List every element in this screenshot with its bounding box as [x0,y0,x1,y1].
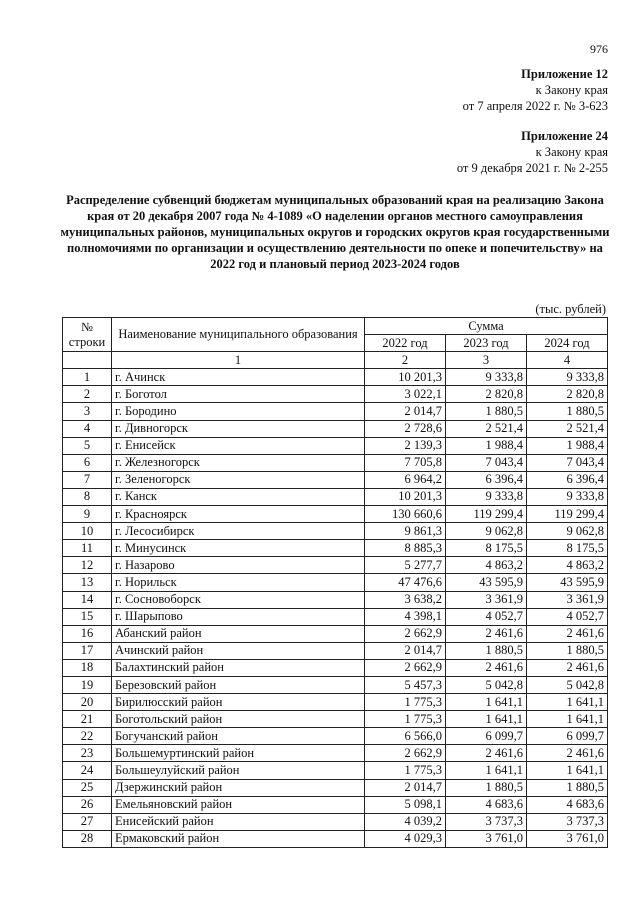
table-row [63,454,608,471]
value-2022-cell: 6 964,2 [365,471,446,488]
value-2023-cell: 8 175,5 [446,540,527,557]
municipality-name-cell: г. Канск [112,488,365,505]
row-number-cell: 17 [63,642,112,659]
index-cell-empty [63,352,112,369]
header-row-number: № строки [63,318,112,352]
row-number-cell: 24 [63,762,112,779]
value-2022-cell: 2 662,9 [365,625,446,642]
header-municipality-name: Наименование муниципального образования [112,318,365,352]
row-number-cell: 1 [63,369,112,386]
table-row [63,523,608,540]
value-2024-cell: 1 641,1 [527,762,608,779]
municipality-name-cell: г. Енисейск [112,437,365,454]
annex-current-line2: от 7 апреля 2022 г. № 3-623 [462,99,608,113]
municipality-name-cell: Большеулуйский район [112,762,365,779]
value-2024-cell: 9 333,8 [527,488,608,505]
municipality-name-cell: Енисейский район [112,813,365,830]
row-number-cell: 8 [63,488,112,505]
value-2022-cell: 9 861,3 [365,523,446,540]
value-2023-cell: 9 062,8 [446,523,527,540]
table-row [63,694,608,711]
value-2023-cell: 2 820,8 [446,386,527,403]
municipality-name-cell: г. Минусинск [112,540,365,557]
value-2022-cell: 3 638,2 [365,591,446,608]
value-2024-cell: 2 461,6 [527,745,608,762]
row-number-cell: 11 [63,540,112,557]
value-2022-cell: 5 098,1 [365,796,446,813]
value-2022-cell: 47 476,6 [365,574,446,591]
value-2023-cell: 2 461,6 [446,745,527,762]
value-2022-cell: 1 775,3 [365,694,446,711]
municipality-name-cell: Бирилюсский район [112,694,365,711]
row-number-cell: 14 [63,591,112,608]
value-2024-cell: 5 042,8 [527,676,608,693]
value-2024-cell: 4 052,7 [527,608,608,625]
annex-current [463,66,608,114]
table-row [63,830,608,847]
value-2023-cell: 4 683,6 [446,796,527,813]
annex-current-title: Приложение 12 [521,67,608,81]
value-2024-cell: 3 737,3 [527,813,608,830]
value-2023-cell: 1 880,5 [446,642,527,659]
table-row [63,574,608,591]
header-year-2022: 2022 год [365,335,446,352]
table-row [63,711,608,728]
value-2022-cell: 2 662,9 [365,745,446,762]
table-row [63,625,608,642]
value-2022-cell: 2 014,7 [365,403,446,420]
value-2023-cell: 3 761,0 [446,830,527,847]
municipality-name-cell: Дзержинский район [112,779,365,796]
row-number-cell: 7 [63,471,112,488]
value-2022-cell: 3 022,1 [365,386,446,403]
municipality-name-cell: Боготольский район [112,711,365,728]
index-cell: 1 [112,352,365,369]
row-number-cell: 23 [63,745,112,762]
row-number-cell: 20 [63,694,112,711]
municipality-name-cell: Ермаковский район [112,830,365,847]
value-2023-cell: 1 988,4 [446,437,527,454]
table-row [63,403,608,420]
table-row [63,437,608,454]
value-2022-cell: 4 039,2 [365,813,446,830]
municipality-name-cell: Абанский район [112,625,365,642]
table-row [63,488,608,505]
value-2024-cell: 1 641,1 [527,694,608,711]
row-number-cell: 18 [63,659,112,676]
annex-original [457,128,608,176]
value-2024-cell: 43 595,9 [527,574,608,591]
value-2024-cell: 4 683,6 [527,796,608,813]
municipality-name-cell: г. Зеленогорск [112,471,365,488]
value-2024-cell: 3 761,0 [527,830,608,847]
table-row [63,779,608,796]
value-2023-cell: 9 333,8 [446,488,527,505]
table-row [63,728,608,745]
row-number-cell: 28 [63,830,112,847]
table-row [63,642,608,659]
value-2022-cell: 2 014,7 [365,642,446,659]
row-number-cell: 13 [63,574,112,591]
value-2022-cell: 2 728,6 [365,420,446,437]
value-2024-cell: 2 461,6 [527,659,608,676]
table-row [63,762,608,779]
municipality-name-cell: г. Норильск [112,574,365,591]
municipality-name-cell: г. Железногорск [112,454,365,471]
table-row [63,745,608,762]
row-number-cell: 4 [63,420,112,437]
value-2023-cell: 7 043,4 [446,454,527,471]
municipality-name-cell: Ачинский район [112,642,365,659]
row-number-cell: 21 [63,711,112,728]
value-2023-cell: 43 595,9 [446,574,527,591]
value-2023-cell: 6 396,4 [446,471,527,488]
value-2024-cell: 2 820,8 [527,386,608,403]
table-row [63,813,608,830]
value-2024-cell: 7 043,4 [527,454,608,471]
header-year-2024: 2024 год [527,335,608,352]
value-2023-cell: 6 099,7 [446,728,527,745]
value-2023-cell: 9 333,8 [446,369,527,386]
table-row [63,540,608,557]
header-sum: Сумма [365,318,608,335]
row-number-cell: 15 [63,608,112,625]
table-row [63,608,608,625]
value-2024-cell: 1 880,5 [527,779,608,796]
row-number-cell: 2 [63,386,112,403]
value-2023-cell: 4 863,2 [446,557,527,574]
value-2022-cell: 1 775,3 [365,762,446,779]
table-row [63,796,608,813]
municipality-name-cell: г. Ачинск [112,369,365,386]
value-2024-cell: 3 361,9 [527,591,608,608]
value-2023-cell: 1 641,1 [446,762,527,779]
municipality-name-cell: Большемуртинский район [112,745,365,762]
value-2023-cell: 1 880,5 [446,779,527,796]
table-row [63,557,608,574]
value-2022-cell: 2 014,7 [365,779,446,796]
municipality-name-cell: г. Назарово [112,557,365,574]
municipality-name-cell: Богучанский район [112,728,365,745]
row-number-cell: 25 [63,779,112,796]
page-number: 976 [590,42,608,56]
annex-original-line2: от 9 декабря 2021 г. № 2-255 [456,161,608,175]
annex-current-line1: к Закону края [535,83,608,97]
municipality-name-cell: г. Дивногорск [112,420,365,437]
document-title: Распределение субвенций бюджетам муниципальных образований края на реализацию Закона края от 20 декабря 2007 года № 4-1089 «О наделении органов местного самоуправления муниципальных районов, муниципальных округов и городских округов края государственными полномочиями по организации и осуществлению деятельности по опеке и попечительству» на 2022 год и плановый период 2023-2024 годов [60,193,610,271]
row-number-cell: 9 [63,506,112,523]
value-2023-cell: 2 521,4 [446,420,527,437]
table-row [63,369,608,386]
value-2022-cell: 2 662,9 [365,659,446,676]
annex-original-line1: к Закону края [535,145,608,159]
index-cell: 2 [365,352,446,369]
municipality-name-cell: Балахтинский район [112,659,365,676]
value-2023-cell: 119 299,4 [446,506,527,523]
units-label: (тыс. рублей) [535,302,606,316]
row-number-cell: 22 [63,728,112,745]
value-2023-cell: 4 052,7 [446,608,527,625]
index-cell: 4 [527,352,608,369]
row-number-cell: 10 [63,523,112,540]
value-2024-cell: 1 641,1 [527,711,608,728]
municipality-name-cell: Емельяновский район [112,796,365,813]
value-2023-cell: 2 461,6 [446,625,527,642]
value-2022-cell: 10 201,3 [365,488,446,505]
subsidy-table [62,317,608,848]
value-2022-cell: 4 029,3 [365,830,446,847]
header-year-2023: 2023 год [446,335,527,352]
value-2024-cell: 1 880,5 [527,403,608,420]
value-2024-cell: 9 333,8 [527,369,608,386]
value-2023-cell: 1 641,1 [446,711,527,728]
municipality-name-cell: Березовский район [112,676,365,693]
table-body [63,369,608,848]
municipality-name-cell: г. Шарыпово [112,608,365,625]
table-row [63,591,608,608]
value-2022-cell: 130 660,6 [365,506,446,523]
value-2024-cell: 119 299,4 [527,506,608,523]
row-number-cell: 26 [63,796,112,813]
value-2023-cell: 1 880,5 [446,403,527,420]
value-2022-cell: 6 566,0 [365,728,446,745]
annex-original-title: Приложение 24 [521,129,608,143]
value-2023-cell: 3 737,3 [446,813,527,830]
municipality-name-cell: г. Боготол [112,386,365,403]
value-2024-cell: 6 099,7 [527,728,608,745]
value-2024-cell: 2 461,6 [527,625,608,642]
municipality-name-cell: г. Сосновоборск [112,591,365,608]
row-number-cell: 27 [63,813,112,830]
value-2024-cell: 8 175,5 [527,540,608,557]
value-2022-cell: 7 705,8 [365,454,446,471]
value-2024-cell: 6 396,4 [527,471,608,488]
value-2022-cell: 4 398,1 [365,608,446,625]
value-2024-cell: 1 880,5 [527,642,608,659]
value-2023-cell: 3 361,9 [446,591,527,608]
table-row [63,471,608,488]
value-2023-cell: 5 042,8 [446,676,527,693]
value-2022-cell: 5 457,3 [365,676,446,693]
municipality-name-cell: г. Красноярск [112,506,365,523]
row-number-cell: 3 [63,403,112,420]
table-row [63,676,608,693]
value-2023-cell: 2 461,6 [446,659,527,676]
table-row [63,506,608,523]
table-row [63,659,608,676]
value-2024-cell: 4 863,2 [527,557,608,574]
value-2024-cell: 9 062,8 [527,523,608,540]
row-number-cell: 16 [63,625,112,642]
value-2024-cell: 2 521,4 [527,420,608,437]
row-number-cell: 6 [63,454,112,471]
value-2024-cell: 1 988,4 [527,437,608,454]
value-2022-cell: 1 775,3 [365,711,446,728]
row-number-cell: 5 [63,437,112,454]
value-2022-cell: 5 277,7 [365,557,446,574]
row-number-cell: 12 [63,557,112,574]
value-2023-cell: 1 641,1 [446,694,527,711]
municipality-name-cell: г. Лесосибирск [112,523,365,540]
value-2022-cell: 8 885,3 [365,540,446,557]
value-2022-cell: 10 201,3 [365,369,446,386]
table-row [63,386,608,403]
value-2022-cell: 2 139,3 [365,437,446,454]
table-row [63,420,608,437]
municipality-name-cell: г. Бородино [112,403,365,420]
index-cell: 3 [446,352,527,369]
row-number-cell: 19 [63,676,112,693]
